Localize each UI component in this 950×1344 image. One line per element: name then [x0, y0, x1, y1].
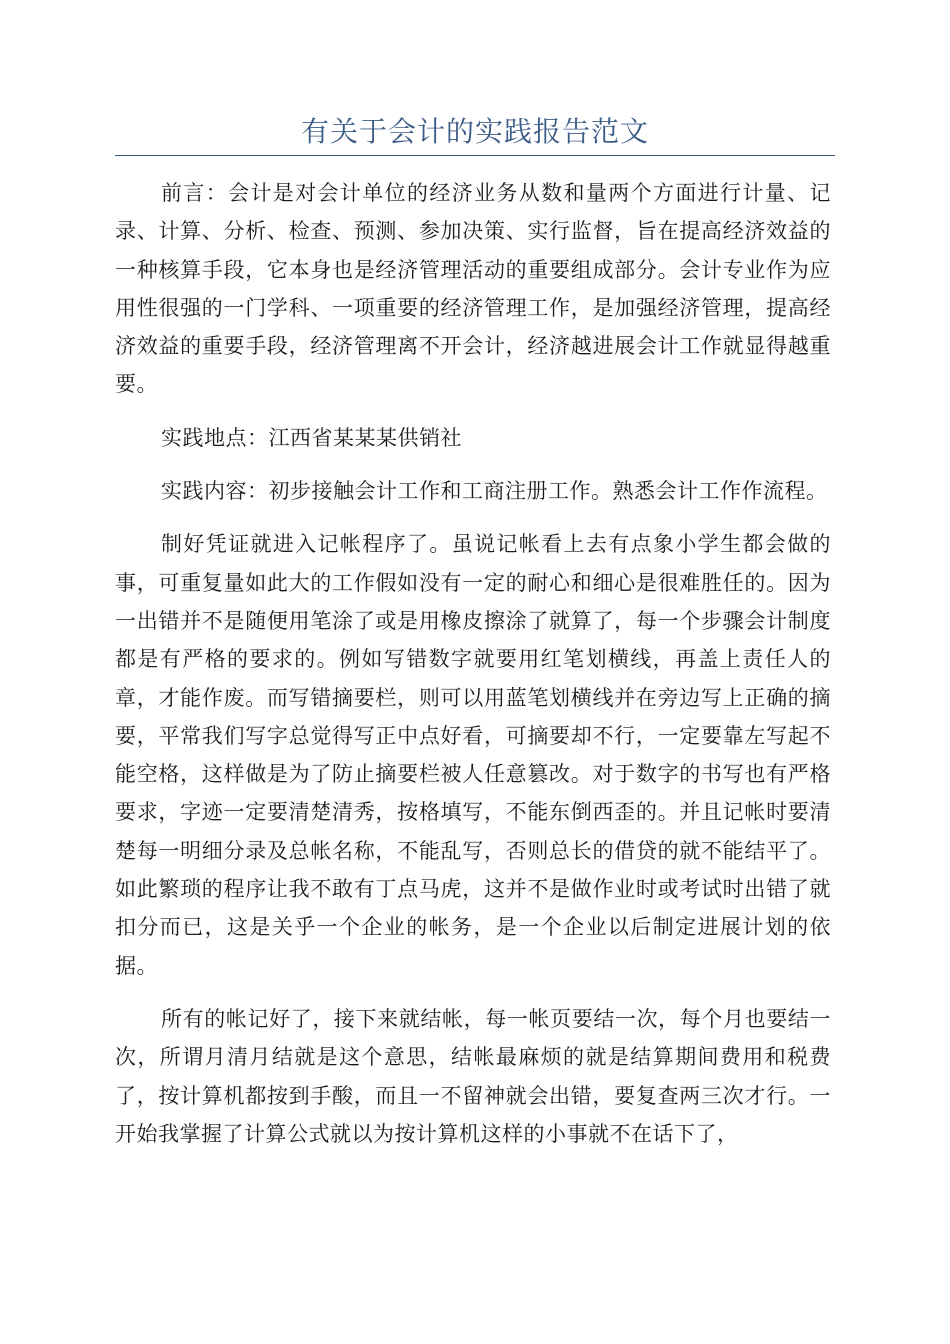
paragraph-spacer — [115, 510, 831, 525]
paragraph-spacer — [115, 985, 831, 1000]
paragraph-location: 实践地点：江西省某某某供销社 — [161, 425, 462, 450]
paragraph-preface: 前言：会计是对会计单位的经济业务从数和量两个方面进行计量、记录、计算、分析、检查、预测、参加决策、实行监督，旨在提高经济效益的一种核算手段，它本身也是经济管理活动的重要组成部分。会计专业作为应用性很强的一门学科、一项重要的经济管理工作，是加强经济管理，提高经济效益的重要手段，经济管理离不开会计，经济越进展会计工作就显得越重要。 — [115, 181, 831, 397]
document-body — [115, 174, 831, 1153]
document-title: 有关于会计的实践报告范文 — [300, 115, 649, 148]
paragraph-bookkeeping: 制好凭证就进入记帐程序了。虽说记帐看上去有点象小学生都会做的事，可重复量如此大的工作假如没有一定的耐心和细心是很难胜任的。因为一出错并不是随便用笔涂了或是用橡皮擦涂了就算了，每一个步骤会计制度都是有严格的要求的。例如写错数字就要用红笔划横线，再盖上责任人的章，才能作废。而写错摘要栏，则可以用蓝笔划横线并在旁边写上正确的摘要，平常我们写字总觉得写正中点好看，可摘要却不行，一定要靠左写起不能空格，这样做是为了防止摘要栏被人任意篡改。对于数字的书写也有严格要求，字迹一定要清楚清秀，按格填写，不能东倒西歪的。并且记帐时要清楚每一明细分录及总帐名称，不能乱写，否则总长的借贷的就不能结平了。如此繁琐的程序让我不敢有丁点马虎，这并不是做作业时或考试时出错了就扣分而已，这是关乎一个企业的帐务，是一个企业以后制定进展计划的依据。 — [115, 532, 831, 978]
title-underline — [115, 155, 835, 156]
paragraph-spacer — [115, 404, 831, 419]
paragraph-spacer — [115, 457, 831, 472]
paragraph-closing-accounts: 所有的帐记好了，接下来就结帐，每一帐页要结一次，每个月也要结一次，所谓月清月结就是这个意思，结帐最麻烦的就是结算期间费用和税费了，按计算机都按到手酸，而且一不留神就会出错，要复查两三次才行。一开始我掌握了计算公式就以为按计算机这样的小事就不在话下了， — [115, 1006, 831, 1146]
paragraph-content: 实践内容：初步接触会计工作和工商注册工作。熟悉会计工作作流程。 — [161, 479, 828, 504]
